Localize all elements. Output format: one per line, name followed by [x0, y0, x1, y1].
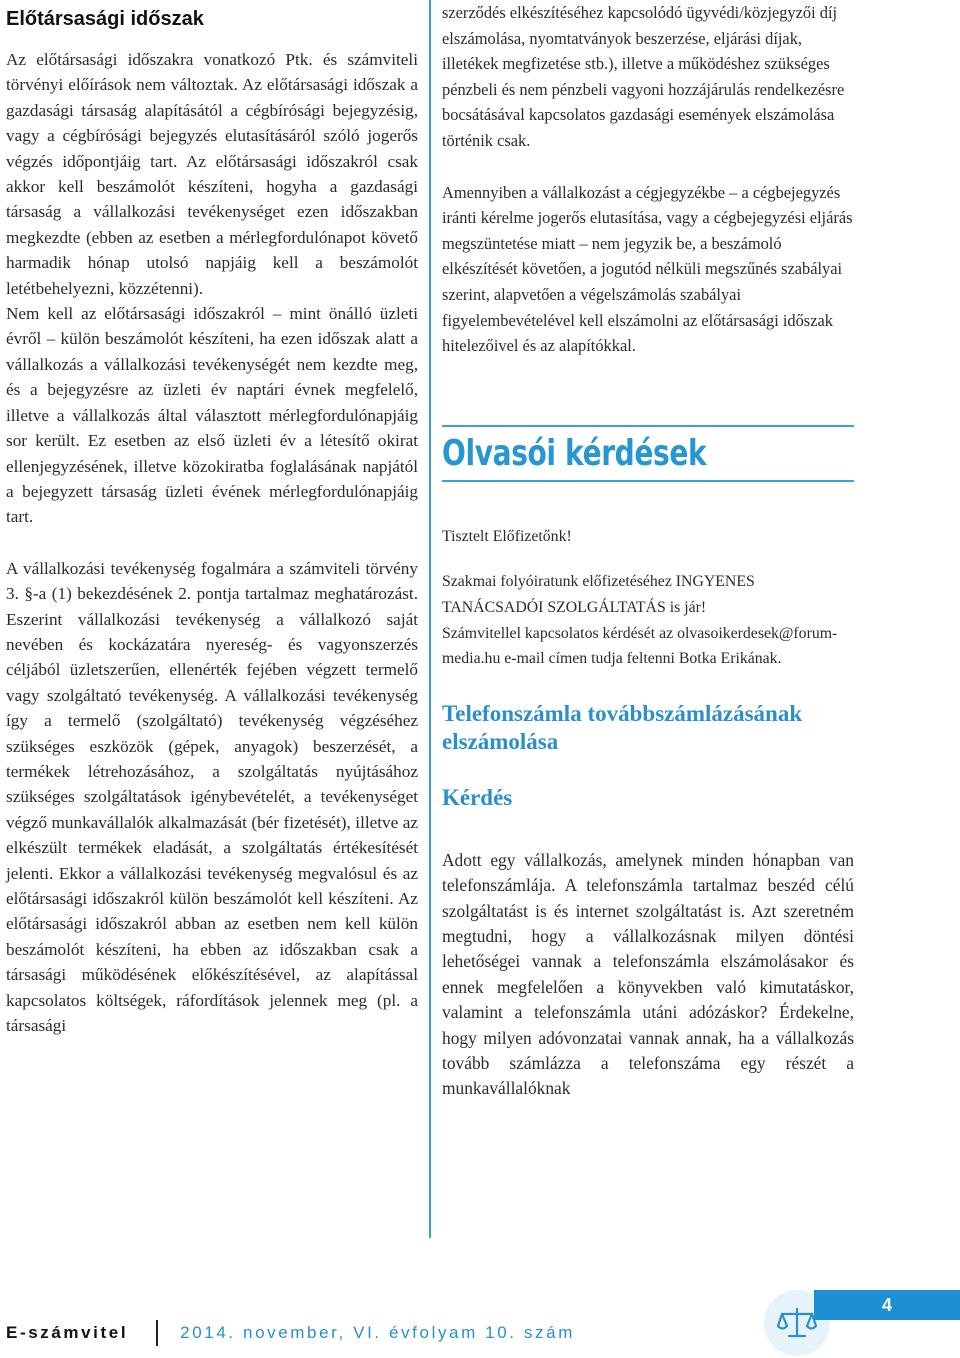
- article-heading: Telefonszámla továbbszámlázásának elszámolása: [442, 700, 803, 754]
- right-column: [442, 0, 854, 1102]
- question-text: Adott egy vállalkozás, amelynek minden hónapban van telefonszámlája. A telefonszámla tartalmaz beszéd célú szolgáltatást is és internet szolgáltatást is. Azt szeretném megtudni, hogy a vállalkozásnak milyen döntési lehetőségei vannak a telefonszámla elszámolásakor és ennek megfelelően a könyvekben való kimutatáskor, valamint a telefonszámla utáni adózáskor? Érdekelne, hogy milyen adóvonzatai vannak annak, ha a vállalkozás tovább számlázza a telefonszáma egy részét a munkavállalóknak: [442, 849, 854, 1099]
- reader-questions-banner: [442, 425, 854, 482]
- scales-icon: [777, 1306, 817, 1340]
- free-service-note: Szakmai folyóiratunk előfizetéséhez INGYENES TANÁCSADÓI SZOLGÁLTATÁS is jár!: [442, 573, 755, 616]
- publication-name: E-számvitel: [6, 1323, 129, 1342]
- paragraph-continued: szerződés elkészítéséhez kapcsolódó ügyvédi/közjegyzői díj elszámolása, nyomtatványok beszerzése, eljárási díjak, illetékek megfizetése stb.), illetve a működéshez szükséges pénzbeli és nem pénzbeli vagyoni hozzájárulás rendelkezésre bocsátásával kapcsolatos gazdasági események elszámolása történik csak.: [442, 3, 845, 150]
- banner-title: Olvasói kérdések: [442, 432, 707, 474]
- question-label: Kérdés: [442, 784, 513, 810]
- left-column: [6, 0, 418, 1038]
- greeting: Tisztelt Előfizetőnk!: [442, 527, 572, 545]
- issue-info: 2014. november, VI. évfolyam 10. szám: [180, 1323, 575, 1342]
- contact-note: Számvitellel kapcsolatos kérdését az olvasoikerdesek@forum-media.hu e-mail címen tudja feltenni Botka Erikának.: [442, 624, 838, 668]
- footer-line: [6, 1320, 575, 1346]
- paragraph-1: Az előtársasági időszakra vonatkozó Ptk. és számviteli törvényi előírások nem változtak. Az előtársasági időszak a gazdasági társaság alapításától a cégbírósági bejegyzésig, vagy a cégbírósági bejegyzés elutasításáról szóló jogerős végzés időpontjáig tart. Az előtársasági időszakról csak akkor kell beszámolót készíteni, hogyha a gazdasági társaság a vállalkozási tevékenységet ezen időszakban megkezdte (ebben az esetben a mérlegfordulónapot követő harmadik hónap utolsó napjáig kell a beszámolót letétbehelyezni, közzétenni).: [6, 50, 418, 298]
- section-title: Előtársasági időszak: [6, 8, 204, 30]
- banner-bottom-rule: [442, 480, 854, 482]
- footer-separator: [156, 1320, 158, 1346]
- page-footer: [0, 1290, 960, 1358]
- banner-top-rule: [442, 425, 854, 427]
- column-divider: [429, 0, 431, 1238]
- page-number: 4: [814, 1290, 960, 1320]
- paragraph-liquidation: Amennyiben a vállalkozást a cégjegyzékbe – a cégbejegyzés iránti kérelme jogerős elutasítása, vagy a cégbejegyzési eljárás megszüntetése miatt – nem jegyzik be, a beszámoló elkészítését követően, a jogutód nélküli megszűnés szabályai szerint, alapvetően a végelszámolás szabályai figyelembevételével kell elszámolni az előtársasági időszak hitelezőivel és az alapítókkal.: [442, 182, 853, 356]
- paragraph-3: A vállalkozási tevékenység fogalmára a számviteli törvény 3. §-a (1) bekezdésének 2. pontja tartalmaz meghatározást. Eszerint vállalkozási tevékenység a vállalkozó saját nevében és kockázatára nyereség- és vagyonszerzés céljából üzletszerűen, ellenérték fejében végzett termelő vagy szolgáltató tevékenység. A vállalkozási tevékenység így a termelő (szolgáltató) tevékenység végzéséhez szükséges eszközök (gépek, anyagok) beszerzését, a termékek létrehozásához, a szolgáltatás nyújtásához szükséges szolgáltatások igénybevételét, a tevékenységet végző munkavállalók alkalmazását (bér fizetését), illetve az elkészült termékek eladását, a szolgáltatás értékesítését jelenti. Ekkor a vállalkozási tevékenység megvalósul és az előtársasági időszakról külön beszámolót kell készíteni. Az előtársasági időszakról abban az esetben nem kell külön beszámolót készíteni, ha ebben az időszakban csak a társasági működésének előkészítésével, az alapítással kapcsolatos költségek, ráfordítások jelennek meg (pl. a társasági: [6, 558, 418, 1036]
- subscriber-note: [442, 524, 854, 672]
- paragraph-2: Nem kell az előtársasági időszakról – mint önálló üzleti évről – külön beszámolót készíteni, ha ezen időszak alatt a vállalkozás a vállalkozási tevékenységét nem kezdte meg, és a bejegyzésre az üzleti év naptári évnek megfelelő, illetve a vállalkozás által választott mérlegfordulónapjáig sor került. Ez esetben az első üzleti év a létesítő okirat ellenjegyzésének, illetve közokiratba foglalásának napjától a bejegyzett társaság üzleti évének mérlegfordulónapjáig tart.: [6, 304, 418, 527]
